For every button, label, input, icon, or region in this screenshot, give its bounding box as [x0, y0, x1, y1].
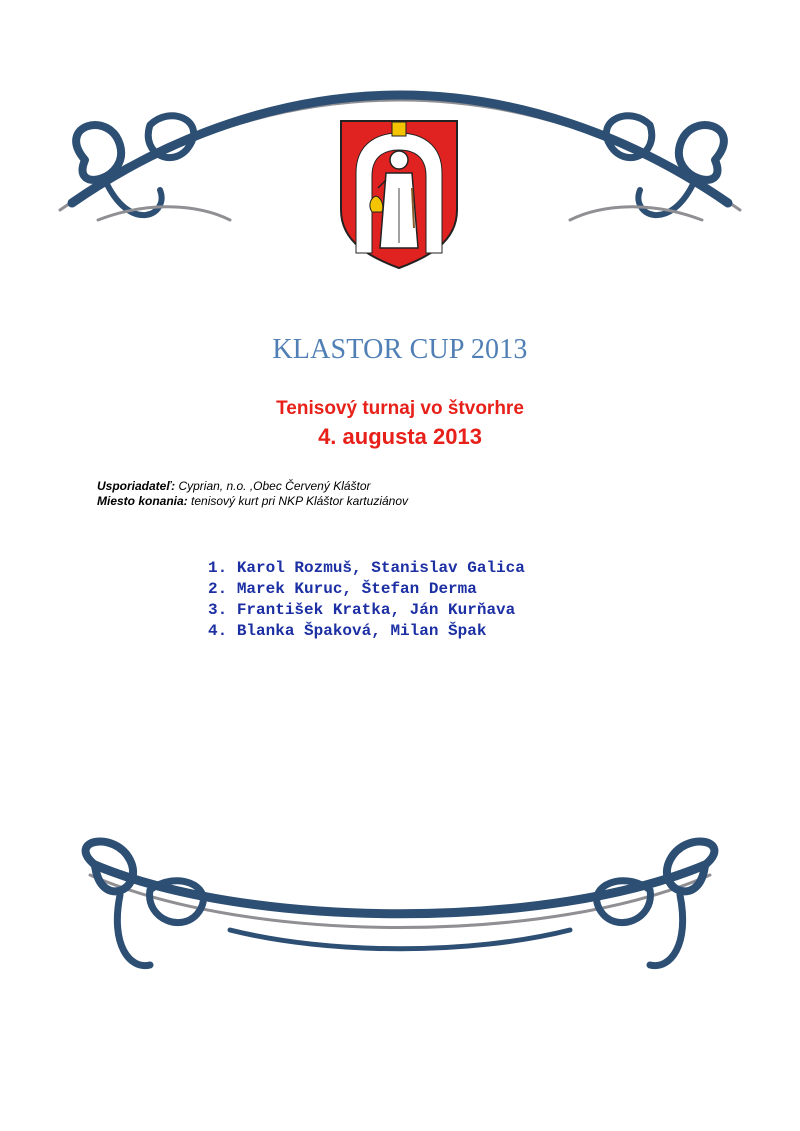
result-names: Blanka Špaková, Milan Špak	[236, 622, 487, 640]
organizer-line	[97, 479, 408, 494]
document-title: KLASTOR CUP 2013	[272, 334, 528, 365]
list-item	[208, 621, 525, 642]
list-item	[208, 579, 525, 600]
organizer-label: Usporiadateľ:	[97, 479, 176, 493]
result-rank: 1.	[208, 559, 228, 577]
results-list	[208, 558, 525, 642]
list-item	[208, 600, 525, 621]
result-names: Karol Rozmuš, Stanislav Galica	[236, 559, 525, 577]
venue-line	[97, 494, 408, 509]
coat-of-arms-icon	[338, 118, 460, 270]
document-subtitle: Tenisový turnaj vo štvorhre	[276, 398, 524, 419]
list-item	[208, 558, 525, 579]
ribbon-ornament-bottom-icon	[0, 835, 800, 985]
result-rank: 4.	[208, 622, 228, 640]
event-info	[97, 479, 408, 509]
organizer-value: Cyprian, n.o. ,Obec Červený Kláštor	[178, 479, 371, 493]
event-date: 4. augusta 2013	[318, 424, 482, 449]
result-names: František Kratka, Ján Kurňava	[236, 601, 516, 619]
result-names: Marek Kuruc, Štefan Derma	[236, 580, 477, 598]
venue-value: tenisový kurt pri NKP Kláštor kartuziánov	[191, 494, 409, 508]
venue-label: Miesto konania:	[97, 494, 188, 508]
result-rank: 2.	[208, 580, 228, 598]
result-rank: 3.	[208, 601, 228, 619]
